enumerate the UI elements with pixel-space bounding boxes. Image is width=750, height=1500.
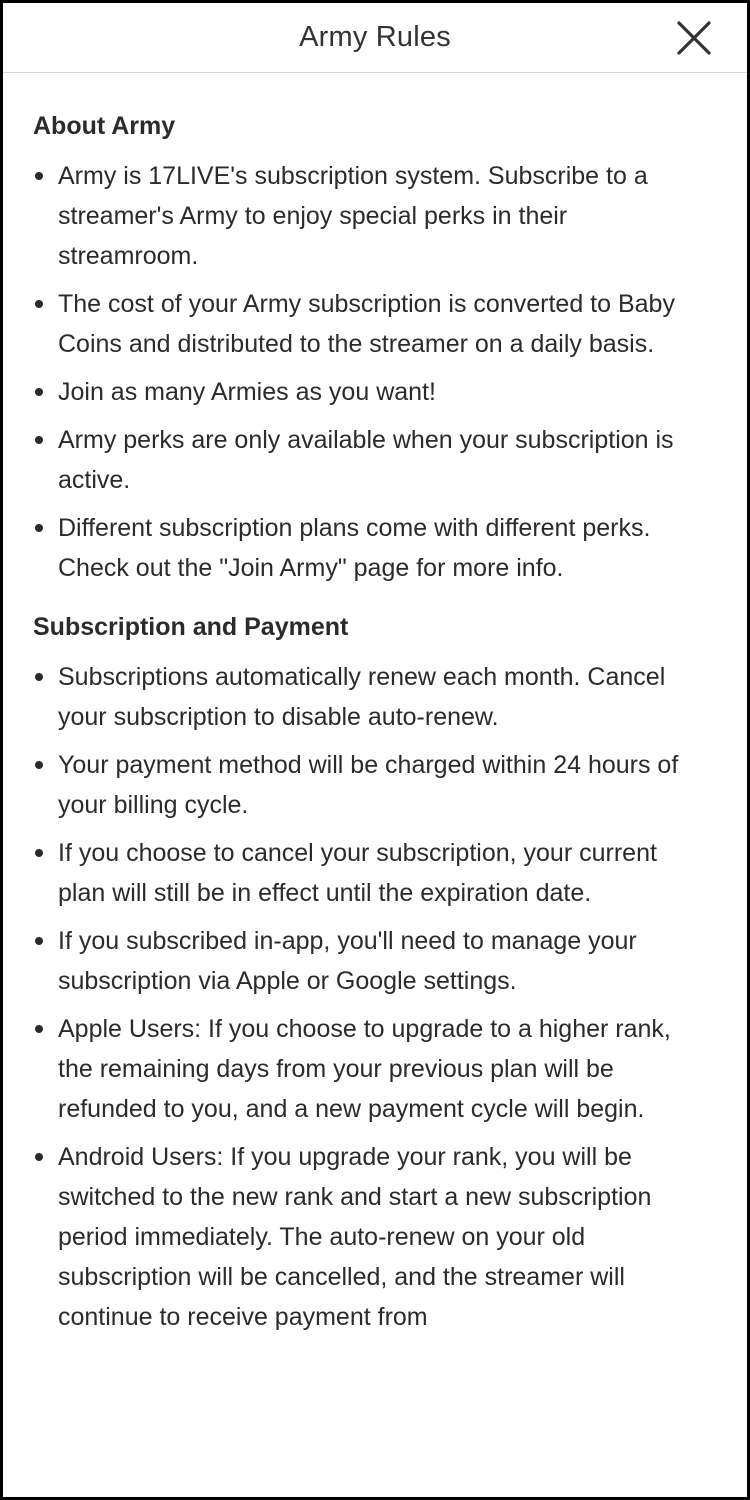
list-item: [33, 921, 711, 1001]
rule-text: If you subscribed in-app, you'll need to manage your subscription via Apple or Google settings.: [58, 927, 637, 995]
list-item: [33, 745, 711, 825]
bullet-icon: [35, 937, 43, 945]
rule-text: Army is 17LIVE's subscription system. Subscribe to a streamer's Army to enjoy special perks in their streamroom.: [58, 162, 648, 270]
list-item: [33, 508, 711, 588]
rules-list: [33, 156, 711, 588]
rule-text: Android Users: If you upgrade your rank, you will be switched to the new rank and start a new subscription period immediately. The auto-renew on your old subscription will be cancelled, and the streamer will continue to receive payment from: [58, 1143, 652, 1331]
bullet-icon: [35, 388, 43, 396]
overlay-patch: [648, 1325, 724, 1399]
list-item: [33, 1137, 711, 1337]
bullet-icon: [35, 1025, 43, 1033]
rule-text: Join as many Armies as you want!: [58, 378, 436, 406]
section-subscription-payment: [33, 612, 711, 1337]
rule-text: Apple Users: If you choose to upgrade to a higher rank, the remaining days from your previous plan will be refunded to you, and a new payment cycle will begin.: [58, 1015, 671, 1123]
bullet-icon: [35, 849, 43, 857]
bullet-icon: [35, 1153, 43, 1161]
header-bar: [3, 3, 747, 73]
close-icon: [676, 20, 712, 56]
list-item: [33, 420, 711, 500]
bullet-icon: [35, 673, 43, 681]
rule-text: The cost of your Army subscription is converted to Baby Coins and distributed to the streamer on a daily basis.: [58, 290, 675, 358]
rule-text: Your payment method will be charged within 24 hours of your billing cycle.: [58, 751, 679, 819]
rule-text: Army perks are only available when your subscription is active.: [58, 426, 674, 494]
rules-content[interactable]: [3, 73, 747, 1337]
close-button[interactable]: [671, 15, 717, 61]
bullet-icon: [35, 436, 43, 444]
bullet-icon: [35, 172, 43, 180]
bullet-icon: [35, 761, 43, 769]
rule-text: Different subscription plans come with different perks. Check out the "Join Army" page for more info.: [58, 514, 651, 582]
rule-text: If you choose to cancel your subscription, your current plan will still be in effect until the expiration date.: [58, 839, 657, 907]
section-title: About Army: [33, 112, 176, 140]
list-item: [33, 657, 711, 737]
bullet-icon: [35, 300, 43, 308]
list-item: [33, 284, 711, 364]
list-item: [33, 833, 711, 913]
section-title: Subscription and Payment: [33, 613, 349, 641]
bullet-icon: [35, 524, 43, 532]
section-about-army: [33, 111, 711, 588]
list-item: [33, 1009, 711, 1129]
page-title: Army Rules: [299, 21, 451, 53]
list-item: [33, 372, 711, 412]
rules-list: [33, 657, 711, 1337]
rule-text: Subscriptions automatically renew each month. Cancel your subscription to disable auto-renew.: [58, 663, 666, 731]
list-item: [33, 156, 711, 276]
